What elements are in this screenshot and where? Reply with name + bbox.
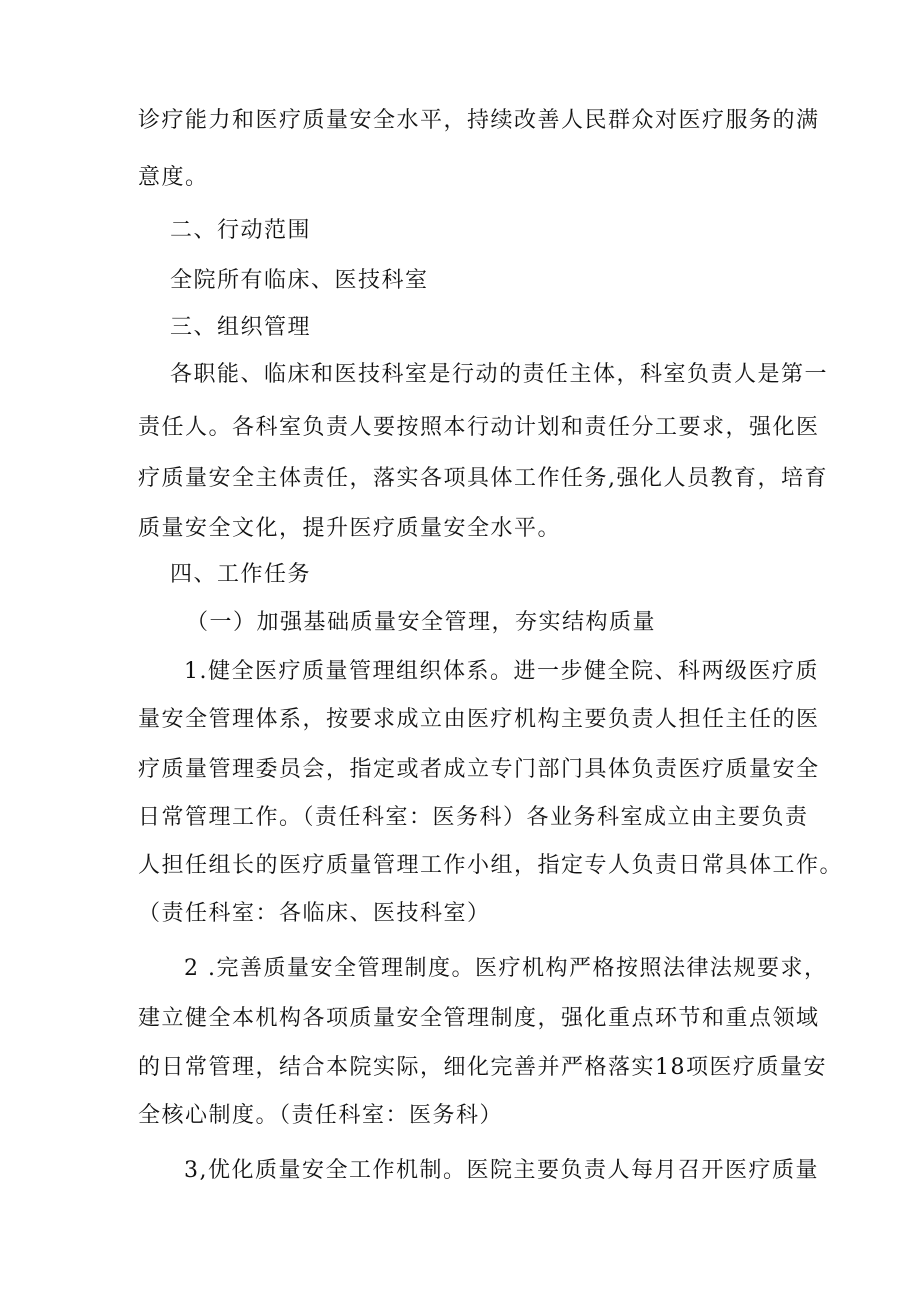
paragraph-line-8: 疗质量安全主体责任，落实各项具体工作任务,强化人员教育，培育 [138, 466, 828, 491]
paragraph-line-7: 责任人。各科室负责人要按照本行动计划和责任分工要求，强化医 [138, 415, 820, 440]
paragraph-line-6: 各职能、临床和医技科室是行动的责任主体，科室负责人是第一 [170, 362, 829, 387]
section-heading-organization: 三、组织管理 [170, 315, 312, 340]
paragraph-line-21: 全核心制度。（责任科室：医务科） [138, 1103, 504, 1128]
paragraph-line-12: 1.健全医疗质量管理组织体系。进一步健全院、科两级医疗质 [184, 659, 819, 684]
paragraph-line-18: 2 .完善质量安全管理制度。医疗机构严格按照法律法规要求， [184, 956, 828, 981]
paragraph-line-20: 的日常管理，结合本院实际，细化完善并严格落实18项医疗质量安 [138, 1055, 827, 1080]
paragraph-line-15: 日常管理工作。（责任科室：医务科）各业务科室成立由主要负责 [138, 805, 809, 830]
subsection-heading-1: （一）加强基础质量安全管理，夯实结构质量 [186, 610, 657, 635]
paragraph-line-16: 人担任组长的医疗质量管理工作小组，指定专人负责日常具体工作。 [138, 853, 844, 878]
paragraph-line-1: 诊疗能力和医疗质量安全水平，持续改善人民群众对医疗服务的满 [138, 108, 820, 133]
paragraph-line-2: 意度。 [138, 165, 209, 190]
paragraph-line-19: 建立健全本机构各项质量安全管理制度，强化重点环节和重点领域 [138, 1006, 820, 1031]
paragraph-line-17: （责任科室：各临床、医技科室） [138, 901, 491, 926]
paragraph-line-22: 3,优化质量安全工作机制。医院主要负责人每月召开医疗质量 [184, 1158, 819, 1183]
paragraph-line-13: 量安全管理体系，按要求成立由医疗机构主要负责人担任主任的医 [138, 707, 820, 732]
paragraph-line-scope: 全院所有临床、医技科室 [170, 268, 429, 293]
paragraph-line-9: 质量安全文化，提升医疗质量安全水平。 [138, 516, 562, 541]
section-heading-tasks: 四、工作任务 [170, 562, 312, 587]
paragraph-line-14: 疗质量管理委员会，指定或者成立专门部门具体负责医疗质量安全 [138, 757, 820, 782]
section-heading-scope: 二、行动范围 [170, 218, 312, 243]
